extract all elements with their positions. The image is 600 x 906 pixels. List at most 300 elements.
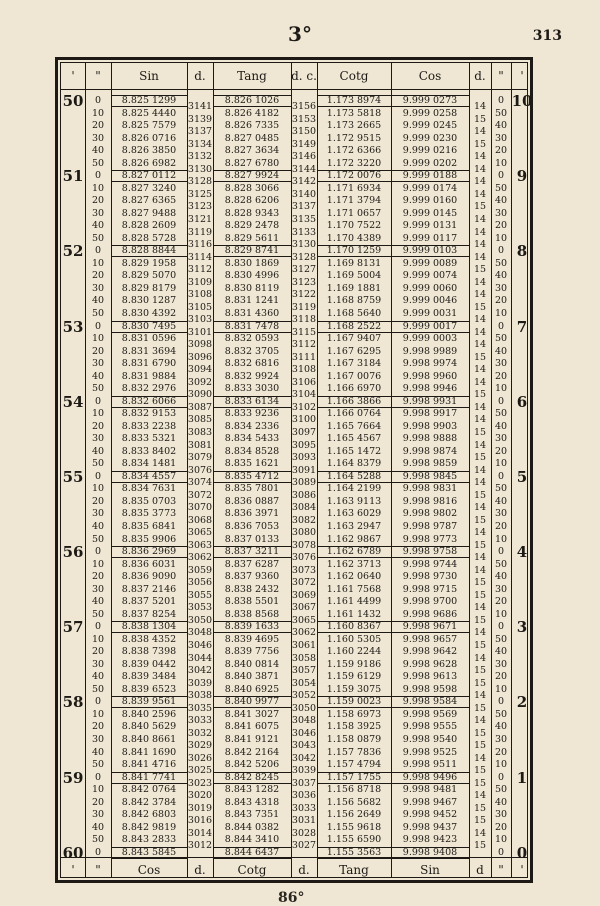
tang-value: 8.837 0133 — [224, 533, 280, 545]
cos-value: 9.999 0046 — [402, 295, 458, 307]
cos-difference: 15 — [473, 840, 487, 852]
cos-difference: 15 — [473, 301, 487, 313]
second-label-right: 30 — [494, 282, 508, 294]
tang-value: 8.840 3871 — [224, 671, 280, 683]
second-label: 30 — [91, 207, 105, 219]
minute-label-right: 8 — [516, 242, 528, 261]
footer-cell: d. — [194, 863, 206, 877]
common-difference: 3048 — [291, 715, 317, 727]
sin-difference: 3014 — [187, 827, 213, 839]
sin-difference: 3090 — [187, 389, 213, 401]
second-label: 0 — [94, 245, 102, 257]
second-label-right: 0 — [497, 95, 505, 106]
cos-difference: 14 — [473, 464, 487, 476]
cos-value: 9.998 9888 — [402, 433, 458, 445]
second-label: 10 — [91, 633, 105, 645]
sin-value: 8.842 6803 — [121, 809, 177, 821]
cotg-value: 1.171 0657 — [326, 207, 382, 219]
tang-value: 8.838 8568 — [224, 608, 280, 620]
cos-value: 9.998 9787 — [402, 520, 458, 532]
cotg-value: 1.161 4499 — [326, 596, 382, 608]
sin-value: 8.837 2146 — [121, 583, 177, 595]
cos-difference: 15 — [473, 452, 487, 464]
sin-value: 8.841 4716 — [121, 759, 177, 771]
sin-value: 8.834 7631 — [121, 483, 177, 495]
cotg-value: 1.168 5640 — [326, 307, 382, 319]
tang-value: 8.831 1241 — [224, 295, 280, 307]
common-difference: 3043 — [291, 740, 317, 752]
sin-value: 8.836 9090 — [121, 571, 177, 583]
cos-value: 9.998 9903 — [402, 420, 458, 432]
second-label-right: 30 — [494, 658, 508, 670]
second-label-right: 50 — [494, 333, 508, 345]
second-label-right: 30 — [494, 207, 508, 219]
cos-difference: 14 — [473, 401, 487, 413]
cos-value: 9.999 0273 — [391, 95, 469, 107]
second-label-right: 20 — [494, 220, 508, 232]
tang-value: 8.827 0485 — [224, 132, 280, 144]
cos-difference: 14 — [473, 126, 487, 138]
cos-difference: 14 — [473, 163, 487, 175]
second-label: 30 — [91, 433, 105, 445]
common-difference: 3076 — [291, 552, 317, 564]
sin-value: 8.835 3773 — [121, 508, 177, 520]
second-label: 40 — [91, 145, 105, 157]
cos-value: 9.998 9525 — [402, 746, 458, 758]
footer-cell: ' — [71, 863, 75, 877]
second-label-right: 40 — [494, 571, 508, 583]
common-difference: 3128 — [291, 251, 317, 263]
cos-value: 9.998 9408 — [391, 847, 469, 859]
sin-value: 8.826 6982 — [121, 157, 177, 169]
sin-difference: 3098 — [187, 339, 213, 351]
cos-difference: 14 — [473, 326, 487, 338]
sin-difference: 3048 — [187, 627, 213, 639]
second-label-right: 50 — [494, 558, 508, 570]
cos-difference: 14 — [473, 101, 487, 113]
cotg-value: 1.169 8131 — [326, 257, 382, 269]
sin-value: 8.828 8844 — [111, 245, 187, 257]
sin-value: 8.825 4440 — [121, 107, 177, 119]
common-difference: 3150 — [291, 126, 317, 138]
cos-difference: 14 — [473, 439, 487, 451]
second-label: 30 — [91, 583, 105, 595]
sin-difference: 3055 — [187, 589, 213, 601]
tang-value: 8.830 4996 — [224, 270, 280, 282]
cotg-value: 1.173 8974 — [317, 95, 391, 107]
sin-difference: 3033 — [187, 715, 213, 727]
tang-value: 8.842 8245 — [213, 772, 291, 784]
tang-value: 8.840 9977 — [213, 696, 291, 708]
cotg-value: 1.166 3866 — [317, 396, 391, 408]
minute-label-right: 5 — [516, 467, 528, 486]
second-label-right: 10 — [494, 232, 508, 244]
cotg-value: 1.157 7836 — [326, 746, 382, 758]
sin-value: 8.843 2833 — [121, 834, 177, 846]
cos-value: 9.999 0145 — [402, 207, 458, 219]
sin-difference: 3042 — [187, 665, 213, 677]
common-difference: 3149 — [291, 138, 317, 150]
log-trig-table — [55, 57, 533, 883]
sin-difference: 3044 — [187, 652, 213, 664]
second-label-right: 30 — [494, 508, 508, 520]
cotg-value: 1.156 5682 — [326, 796, 382, 808]
cos-value: 9.999 0188 — [391, 170, 469, 182]
minute-label-right: 3 — [516, 618, 528, 637]
common-difference: 3146 — [291, 151, 317, 163]
sin-value: 8.841 7741 — [111, 772, 187, 784]
cotg-value: 1.163 2947 — [326, 520, 382, 532]
sin-difference: 3109 — [187, 276, 213, 288]
tang-value: 8.834 8528 — [224, 445, 280, 457]
sin-value: 8.825 1299 — [111, 95, 187, 107]
tang-value: 8.841 6075 — [224, 721, 280, 733]
common-difference: 3080 — [291, 527, 317, 539]
cos-value: 9.998 9744 — [402, 558, 458, 570]
second-label-right: 50 — [494, 483, 508, 495]
second-label-right: 0 — [497, 245, 505, 257]
sin-value: 8.833 5321 — [121, 433, 177, 445]
second-label: 50 — [91, 383, 105, 395]
cos-value: 9.999 0103 — [391, 245, 469, 257]
tang-value: 8.833 3030 — [224, 383, 280, 395]
second-label: 20 — [91, 571, 105, 583]
cos-value: 9.998 9715 — [402, 583, 458, 595]
cos-value: 9.998 9946 — [402, 383, 458, 395]
sin-value: 8.829 1958 — [121, 257, 177, 269]
cos-value: 9.999 0230 — [402, 132, 458, 144]
tang-value: 8.839 7756 — [224, 646, 280, 658]
cos-difference: 15 — [473, 765, 487, 777]
tang-value: 8.837 3211 — [213, 546, 291, 558]
tang-value: 8.828 6206 — [224, 195, 280, 207]
second-label-right: 20 — [494, 370, 508, 382]
second-label: 10 — [91, 558, 105, 570]
minute-label-right: 6 — [516, 392, 528, 411]
common-difference: 3127 — [291, 264, 317, 276]
cos-value: 9.998 9584 — [391, 696, 469, 708]
second-label-right: 30 — [494, 433, 508, 445]
cos-value: 9.999 0060 — [402, 282, 458, 294]
header-cell: Cotg — [339, 69, 369, 83]
sin-value: 8.830 1287 — [121, 295, 177, 307]
cos-value: 9.999 0202 — [402, 157, 458, 169]
common-difference: 3062 — [291, 627, 317, 639]
common-difference: 3069 — [291, 589, 317, 601]
second-label-right: 10 — [494, 683, 508, 695]
cotg-value: 1.161 7568 — [326, 583, 382, 595]
cotg-value: 1.161 1432 — [326, 608, 382, 620]
sin-value: 8.834 4557 — [111, 471, 187, 483]
cotg-value: 1.164 2199 — [326, 483, 382, 495]
second-label-right: 30 — [494, 358, 508, 370]
cos-value: 9.998 9481 — [402, 784, 458, 796]
cos-value: 9.998 9642 — [402, 646, 458, 658]
common-difference: 3093 — [291, 452, 317, 464]
cos-value: 9.998 9423 — [402, 834, 458, 846]
second-label: 20 — [91, 120, 105, 132]
second-label-right: 10 — [494, 157, 508, 169]
second-label-right: 40 — [494, 721, 508, 733]
minute-label-right: 4 — [516, 543, 528, 562]
header-cell: " — [95, 69, 101, 83]
common-difference: 3054 — [291, 677, 317, 689]
sin-difference: 3132 — [187, 151, 213, 163]
sin-value: 8.828 2609 — [121, 220, 177, 232]
cotg-value: 1.166 0764 — [326, 408, 382, 420]
minute-label: 51 — [62, 167, 84, 186]
page-number: 313 — [532, 28, 562, 44]
sin-difference: 3032 — [187, 727, 213, 739]
cotg-value: 1.165 7664 — [326, 420, 382, 432]
common-difference: 3095 — [291, 439, 317, 451]
minute-label: 54 — [62, 392, 84, 411]
common-difference: 3153 — [291, 113, 317, 125]
cotg-value: 1.160 2244 — [326, 646, 382, 658]
common-difference: 3118 — [291, 314, 317, 326]
header-cell: d. — [474, 69, 486, 83]
footer-cell: Sin — [420, 863, 440, 877]
sin-value: 8.839 9561 — [111, 696, 187, 708]
cos-value: 9.999 0017 — [391, 321, 469, 333]
cos-value: 9.998 9555 — [402, 721, 458, 733]
second-label: 10 — [91, 408, 105, 420]
second-label: 0 — [94, 170, 102, 182]
cotg-value: 1.155 3563 — [317, 847, 391, 859]
cotg-value: 1.169 1881 — [326, 282, 382, 294]
cotg-value: 1.167 9407 — [326, 333, 382, 345]
tang-value: 8.832 9924 — [224, 370, 280, 382]
second-label: 0 — [94, 470, 102, 482]
cos-difference: 14 — [473, 602, 487, 614]
cos-value: 9.999 0074 — [402, 270, 458, 282]
second-label: 50 — [91, 307, 105, 319]
second-label: 50 — [91, 834, 105, 846]
common-difference: 3106 — [291, 376, 317, 388]
cos-difference: 14 — [473, 226, 487, 238]
cotg-value: 1.164 5288 — [317, 471, 391, 483]
second-label: 10 — [91, 182, 105, 194]
sin-difference: 3085 — [187, 414, 213, 426]
second-label: 30 — [91, 508, 105, 520]
header-cell: Sin — [139, 69, 159, 83]
second-label-right: 50 — [494, 182, 508, 194]
second-label-right: 40 — [494, 195, 508, 207]
second-label-right: 0 — [497, 696, 505, 708]
cos-difference: 14 — [473, 176, 487, 188]
cotg-value: 1.165 4567 — [326, 433, 382, 445]
cotg-value: 1.165 1472 — [326, 445, 382, 457]
second-label: 20 — [91, 495, 105, 507]
header-cell: ' — [520, 69, 524, 83]
second-label-right: 50 — [494, 784, 508, 796]
tang-value: 8.836 0887 — [224, 495, 280, 507]
cos-value: 9.998 9874 — [402, 445, 458, 457]
minute-label: 52 — [62, 242, 84, 261]
cos-difference: 15 — [473, 740, 487, 752]
sin-difference: 3096 — [187, 351, 213, 363]
second-label-right: 40 — [494, 120, 508, 132]
second-label: 20 — [91, 345, 105, 357]
cotg-value: 1.170 7522 — [326, 220, 382, 232]
sin-value: 8.840 8661 — [121, 733, 177, 745]
cos-value: 9.998 9773 — [402, 533, 458, 545]
footer-cell: " — [95, 863, 101, 877]
cos-difference: 15 — [473, 389, 487, 401]
cotg-value: 1.172 0076 — [317, 170, 391, 182]
sin-difference: 3072 — [187, 489, 213, 501]
sin-difference: 3019 — [187, 802, 213, 814]
common-difference: 3067 — [291, 602, 317, 614]
cos-value: 9.998 9628 — [402, 658, 458, 670]
minute-label-right: 9 — [516, 167, 528, 186]
tang-value: 8.843 7351 — [224, 809, 280, 821]
cos-value: 9.998 9831 — [402, 483, 458, 495]
common-difference: 3102 — [291, 401, 317, 413]
cotg-value: 1.170 4389 — [326, 232, 382, 244]
sin-difference: 3063 — [187, 539, 213, 551]
tang-value: 8.833 9236 — [224, 408, 280, 420]
common-difference: 3104 — [291, 389, 317, 401]
sin-value: 8.830 4392 — [121, 307, 177, 319]
sin-value: 8.832 9153 — [121, 408, 177, 420]
minute-label-right: 10 — [511, 92, 533, 110]
common-difference: 3065 — [291, 614, 317, 626]
tang-value: 8.833 6134 — [213, 396, 291, 408]
sin-value: 8.828 5728 — [121, 232, 177, 244]
tang-value: 8.841 9121 — [224, 733, 280, 745]
second-label-right: 0 — [497, 395, 505, 407]
sin-value: 8.826 0716 — [121, 132, 177, 144]
common-difference: 3111 — [291, 351, 317, 363]
sin-value: 8.833 8402 — [121, 445, 177, 457]
second-label: 50 — [91, 157, 105, 169]
sin-value: 8.831 0596 — [121, 333, 177, 345]
sin-difference: 3116 — [187, 239, 213, 251]
footer-cell: Cotg — [237, 863, 267, 877]
common-difference: 3033 — [291, 802, 317, 814]
tang-value: 8.835 1621 — [224, 458, 280, 470]
cos-difference: 14 — [473, 239, 487, 251]
sin-difference: 3016 — [187, 815, 213, 827]
cos-difference: 14 — [473, 188, 487, 200]
cotg-value: 1.164 8379 — [326, 458, 382, 470]
sin-value: 8.827 3240 — [121, 182, 177, 194]
minute-label-right: 0 — [516, 843, 528, 862]
tang-value: 8.843 1282 — [224, 784, 280, 796]
cotg-value: 1.169 5004 — [326, 270, 382, 282]
sin-value: 8.834 1481 — [121, 458, 177, 470]
common-difference: 3115 — [291, 326, 317, 338]
second-label: 40 — [91, 746, 105, 758]
common-difference: 3036 — [291, 790, 317, 802]
footer-cell: Tang — [339, 863, 369, 877]
second-label-right: 10 — [494, 834, 508, 846]
sin-difference: 3035 — [187, 702, 213, 714]
second-label: 30 — [91, 809, 105, 821]
second-label: 0 — [94, 395, 102, 407]
sin-difference: 3059 — [187, 564, 213, 576]
cos-difference: 15 — [473, 489, 487, 501]
second-label-right: 30 — [494, 132, 508, 144]
footer-cell: Cos — [137, 863, 161, 877]
sin-difference: 3123 — [187, 201, 213, 213]
second-label-right: 40 — [494, 495, 508, 507]
cos-value: 9.998 9816 — [402, 495, 458, 507]
sin-value: 8.827 9488 — [121, 207, 177, 219]
second-label: 50 — [91, 533, 105, 545]
second-label-right: 20 — [494, 746, 508, 758]
common-difference: 3144 — [291, 163, 317, 175]
sin-value: 8.829 8179 — [121, 282, 177, 294]
footer-cell: ' — [520, 863, 524, 877]
second-label: 40 — [91, 370, 105, 382]
tang-value: 8.831 7478 — [213, 321, 291, 333]
cos-value: 9.998 9931 — [391, 396, 469, 408]
second-label: 50 — [91, 683, 105, 695]
second-label-right: 10 — [494, 533, 508, 545]
common-difference: 3078 — [291, 539, 317, 551]
row-rule — [61, 89, 527, 90]
minute-label: 53 — [62, 317, 84, 336]
cos-difference: 15 — [473, 815, 487, 827]
sin-difference: 3103 — [187, 314, 213, 326]
header-cell: Tang — [237, 69, 267, 83]
sin-difference: 3081 — [187, 439, 213, 451]
sin-difference: 3020 — [187, 790, 213, 802]
cos-value: 9.999 0258 — [402, 107, 458, 119]
tang-value: 8.837 6287 — [224, 558, 280, 570]
sin-value: 8.840 2596 — [121, 708, 177, 720]
second-label: 30 — [91, 358, 105, 370]
cos-difference: 15 — [473, 539, 487, 551]
second-label: 20 — [91, 721, 105, 733]
common-difference: 3058 — [291, 652, 317, 664]
tang-value: 8.826 4182 — [224, 107, 280, 119]
sin-difference: 3141 — [187, 101, 213, 113]
common-difference: 3057 — [291, 665, 317, 677]
second-label: 0 — [94, 696, 102, 708]
tang-value: 8.834 2336 — [224, 420, 280, 432]
cotg-value: 1.162 9867 — [326, 533, 382, 545]
cotg-value: 1.162 6789 — [317, 546, 391, 558]
sin-value: 8.830 7495 — [111, 321, 187, 333]
minute-label: 57 — [62, 618, 84, 637]
tang-value: 8.835 7801 — [224, 483, 280, 495]
sin-value: 8.842 0764 — [121, 784, 177, 796]
common-difference: 3028 — [291, 827, 317, 839]
cos-difference: 15 — [473, 514, 487, 526]
second-label: 30 — [91, 658, 105, 670]
degree-heading: 3° — [288, 22, 312, 46]
tang-value: 8.830 1869 — [224, 257, 280, 269]
tang-value: 8.839 1633 — [213, 621, 291, 633]
cos-value: 9.998 9437 — [402, 821, 458, 833]
second-label: 0 — [94, 846, 102, 858]
header-cell: ' — [71, 69, 75, 83]
tang-value: 8.826 7335 — [224, 120, 280, 132]
tang-value: 8.841 3027 — [224, 708, 280, 720]
second-label: 40 — [91, 520, 105, 532]
second-label: 50 — [91, 608, 105, 620]
header-cell: d. c. — [291, 69, 317, 83]
cos-value: 9.998 9569 — [402, 708, 458, 720]
second-label: 0 — [94, 95, 102, 106]
common-difference: 3123 — [291, 276, 317, 288]
tang-value: 8.839 4695 — [224, 633, 280, 645]
minute-label: 50 — [62, 92, 84, 110]
sin-difference: 3079 — [187, 452, 213, 464]
